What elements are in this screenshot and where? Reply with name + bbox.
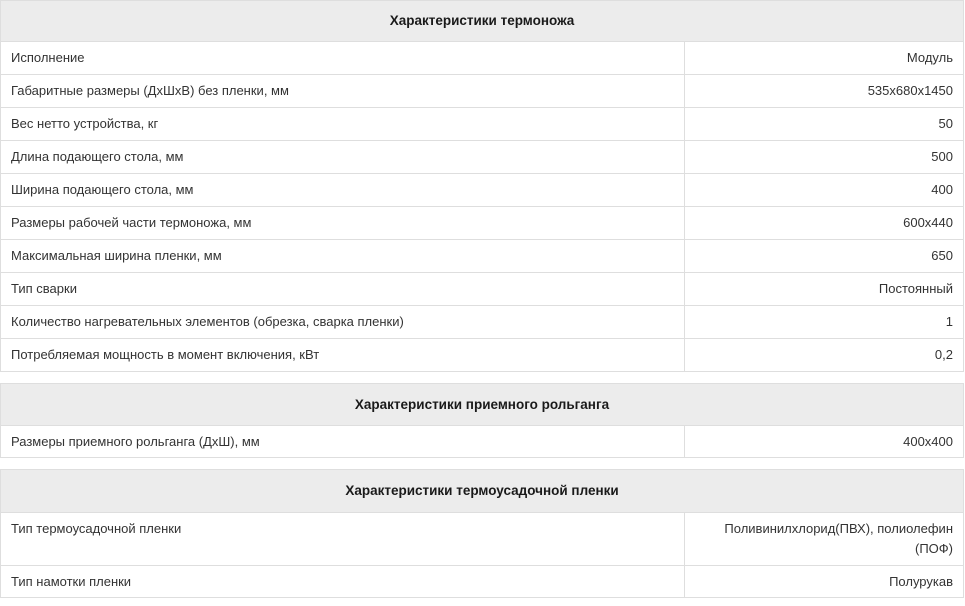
spec-table-shrink-film (0, 469, 964, 598)
table-row (1, 42, 964, 75)
row-label: Ширина подающего стола, мм (1, 174, 685, 207)
table-row (1, 108, 964, 141)
row-value: 600x440 (684, 207, 963, 240)
table-row (1, 566, 964, 598)
row-label: Тип намотки пленки (1, 566, 685, 598)
table-row (1, 513, 964, 566)
section-title: Характеристики термоножа (1, 1, 964, 42)
section-header-row (1, 384, 964, 426)
table-row (1, 306, 964, 339)
row-label: Длина подающего стола, мм (1, 141, 685, 174)
row-value: 400 (684, 174, 963, 207)
table-row (1, 339, 964, 372)
table-row (1, 426, 964, 458)
row-value: 650 (684, 240, 963, 273)
row-value: 535x680x1450 (684, 75, 963, 108)
row-label: Размеры рабочей части термоножа, мм (1, 207, 685, 240)
row-label: Потребляемая мощность в момент включения, кВт (1, 339, 685, 372)
section-header-row (1, 470, 964, 513)
table-row (1, 75, 964, 108)
row-value: 400x400 (684, 426, 964, 458)
row-value: 50 (684, 108, 963, 141)
spec-table-receiving-roller (0, 383, 964, 458)
section-title: Характеристики приемного рольганга (1, 384, 964, 426)
table-row (1, 207, 964, 240)
section-title: Характеристики термоусадочной пленки (1, 470, 964, 513)
row-label: Габаритные размеры (ДхШхВ) без пленки, мм (1, 75, 685, 108)
row-label: Максимальная ширина пленки, мм (1, 240, 685, 273)
row-value: 1 (684, 306, 963, 339)
table-row (1, 174, 964, 207)
row-label: Вес нетто устройства, кг (1, 108, 685, 141)
row-value: 0,2 (684, 339, 963, 372)
row-label: Тип термоусадочной пленки (1, 513, 685, 566)
row-value: Полурукав (684, 566, 963, 598)
row-label: Тип сварки (1, 273, 685, 306)
row-value: Постоянный (684, 273, 963, 306)
section-header-row (1, 1, 964, 42)
row-value: Модуль (684, 42, 963, 75)
row-label: Количество нагревательных элементов (обрезка, сварка пленки) (1, 306, 685, 339)
table-row (1, 141, 964, 174)
table-row (1, 273, 964, 306)
row-label: Размеры приемного рольганга (ДхШ), мм (1, 426, 685, 458)
row-label: Исполнение (1, 42, 685, 75)
table-row (1, 240, 964, 273)
row-value: 500 (684, 141, 963, 174)
row-value: Поливинилхлорид(ПВХ), полиолефин (ПОФ) (684, 513, 963, 566)
